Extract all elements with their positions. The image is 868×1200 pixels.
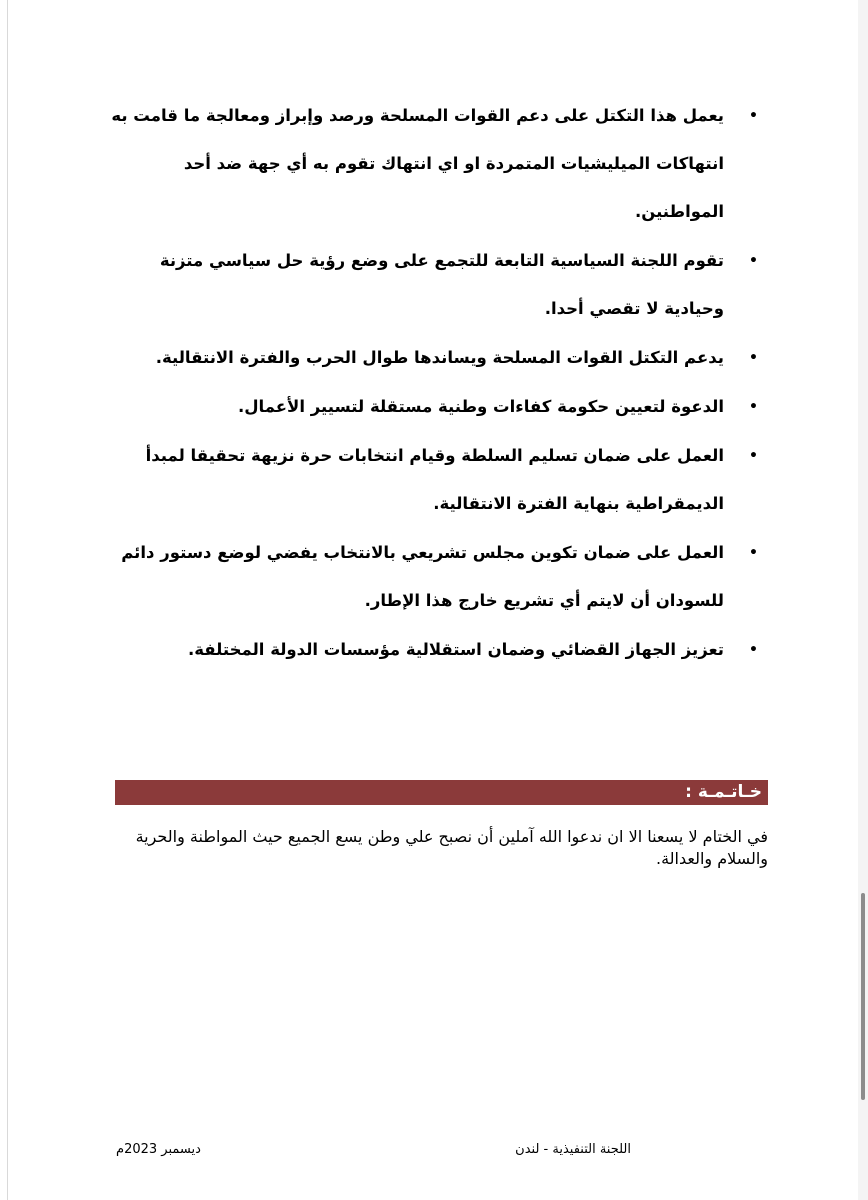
bullet-dot-icon: • xyxy=(749,108,758,124)
bullet-item-3 xyxy=(108,334,760,382)
bullet-item-2 xyxy=(108,237,760,333)
bullet-text: العمل على ضمان تسليم السلطة وقيام انتخابات حرة نزيهة تحقيقا لمبدأ الديمقراطية بنهاية الفترة الانتقالية. xyxy=(145,446,724,513)
bullet-item-6 xyxy=(108,529,760,625)
bullet-dot-icon: • xyxy=(749,253,758,269)
bullet-dot-icon: • xyxy=(749,545,758,561)
bullet-dot-icon: • xyxy=(749,399,758,415)
bullet-text: تقوم اللجنة السياسية التابعة للتجمع على وضع رؤية حل سياسي متزنة وحيادية لا تقصي أحدا. xyxy=(159,251,724,318)
bullet-dot-icon: • xyxy=(749,350,758,366)
bullet-list xyxy=(108,92,760,675)
scrollbar-thumb[interactable] xyxy=(861,893,865,1100)
footer-committee: اللجنة التنفيذية - لندن xyxy=(515,1142,631,1157)
vertical-scrollbar[interactable] xyxy=(858,0,868,1200)
bullet-item-5 xyxy=(108,432,760,528)
footer-date: ديسمبر 2023م xyxy=(116,1142,201,1157)
bullet-item-4 xyxy=(108,383,760,431)
bullet-text: الدعوة لتعيين حكومة كفاءات وطنية مستقلة لتسيير الأعمال. xyxy=(237,397,724,416)
bullet-dot-icon: • xyxy=(749,448,758,464)
bullet-item-7 xyxy=(108,626,760,674)
conclusion-heading-bar xyxy=(115,780,768,805)
bullet-text: يعمل هذا التكتل على دعم القوات المسلحة ورصد وإبراز ومعالجة ما قامت به انتهاكات الميليشيات المتمردة او اي انتهاك تقوم به أي جهة ضد أحد المواطنين. xyxy=(111,106,724,221)
document-page xyxy=(7,0,860,1200)
conclusion-heading: خـاتـمـة : xyxy=(685,782,762,802)
bullet-item-1 xyxy=(108,92,760,236)
conclusion-text: في الختام لا يسعنا الا ان ندعوا الله آملين أن نصبح علي وطن يسع الجميع حيث المواطنة والحرية والسلام والعدالة. xyxy=(135,827,768,868)
bullet-dot-icon: • xyxy=(749,642,758,658)
bullet-text: يدعم التكتل القوات المسلحة ويساندها طوال الحرب والفترة الانتقالية. xyxy=(155,348,724,367)
bullet-text: العمل على ضمان تكوين مجلس تشريعي بالانتخاب يفضي لوضع دستور دائم للسودان أن لايتم أي تشريع خارج هذا الإطار. xyxy=(121,543,724,610)
bullet-text: تعزيز الجهاز القضائي وضمان استقلالية مؤسسات الدولة المختلفة. xyxy=(188,640,724,659)
